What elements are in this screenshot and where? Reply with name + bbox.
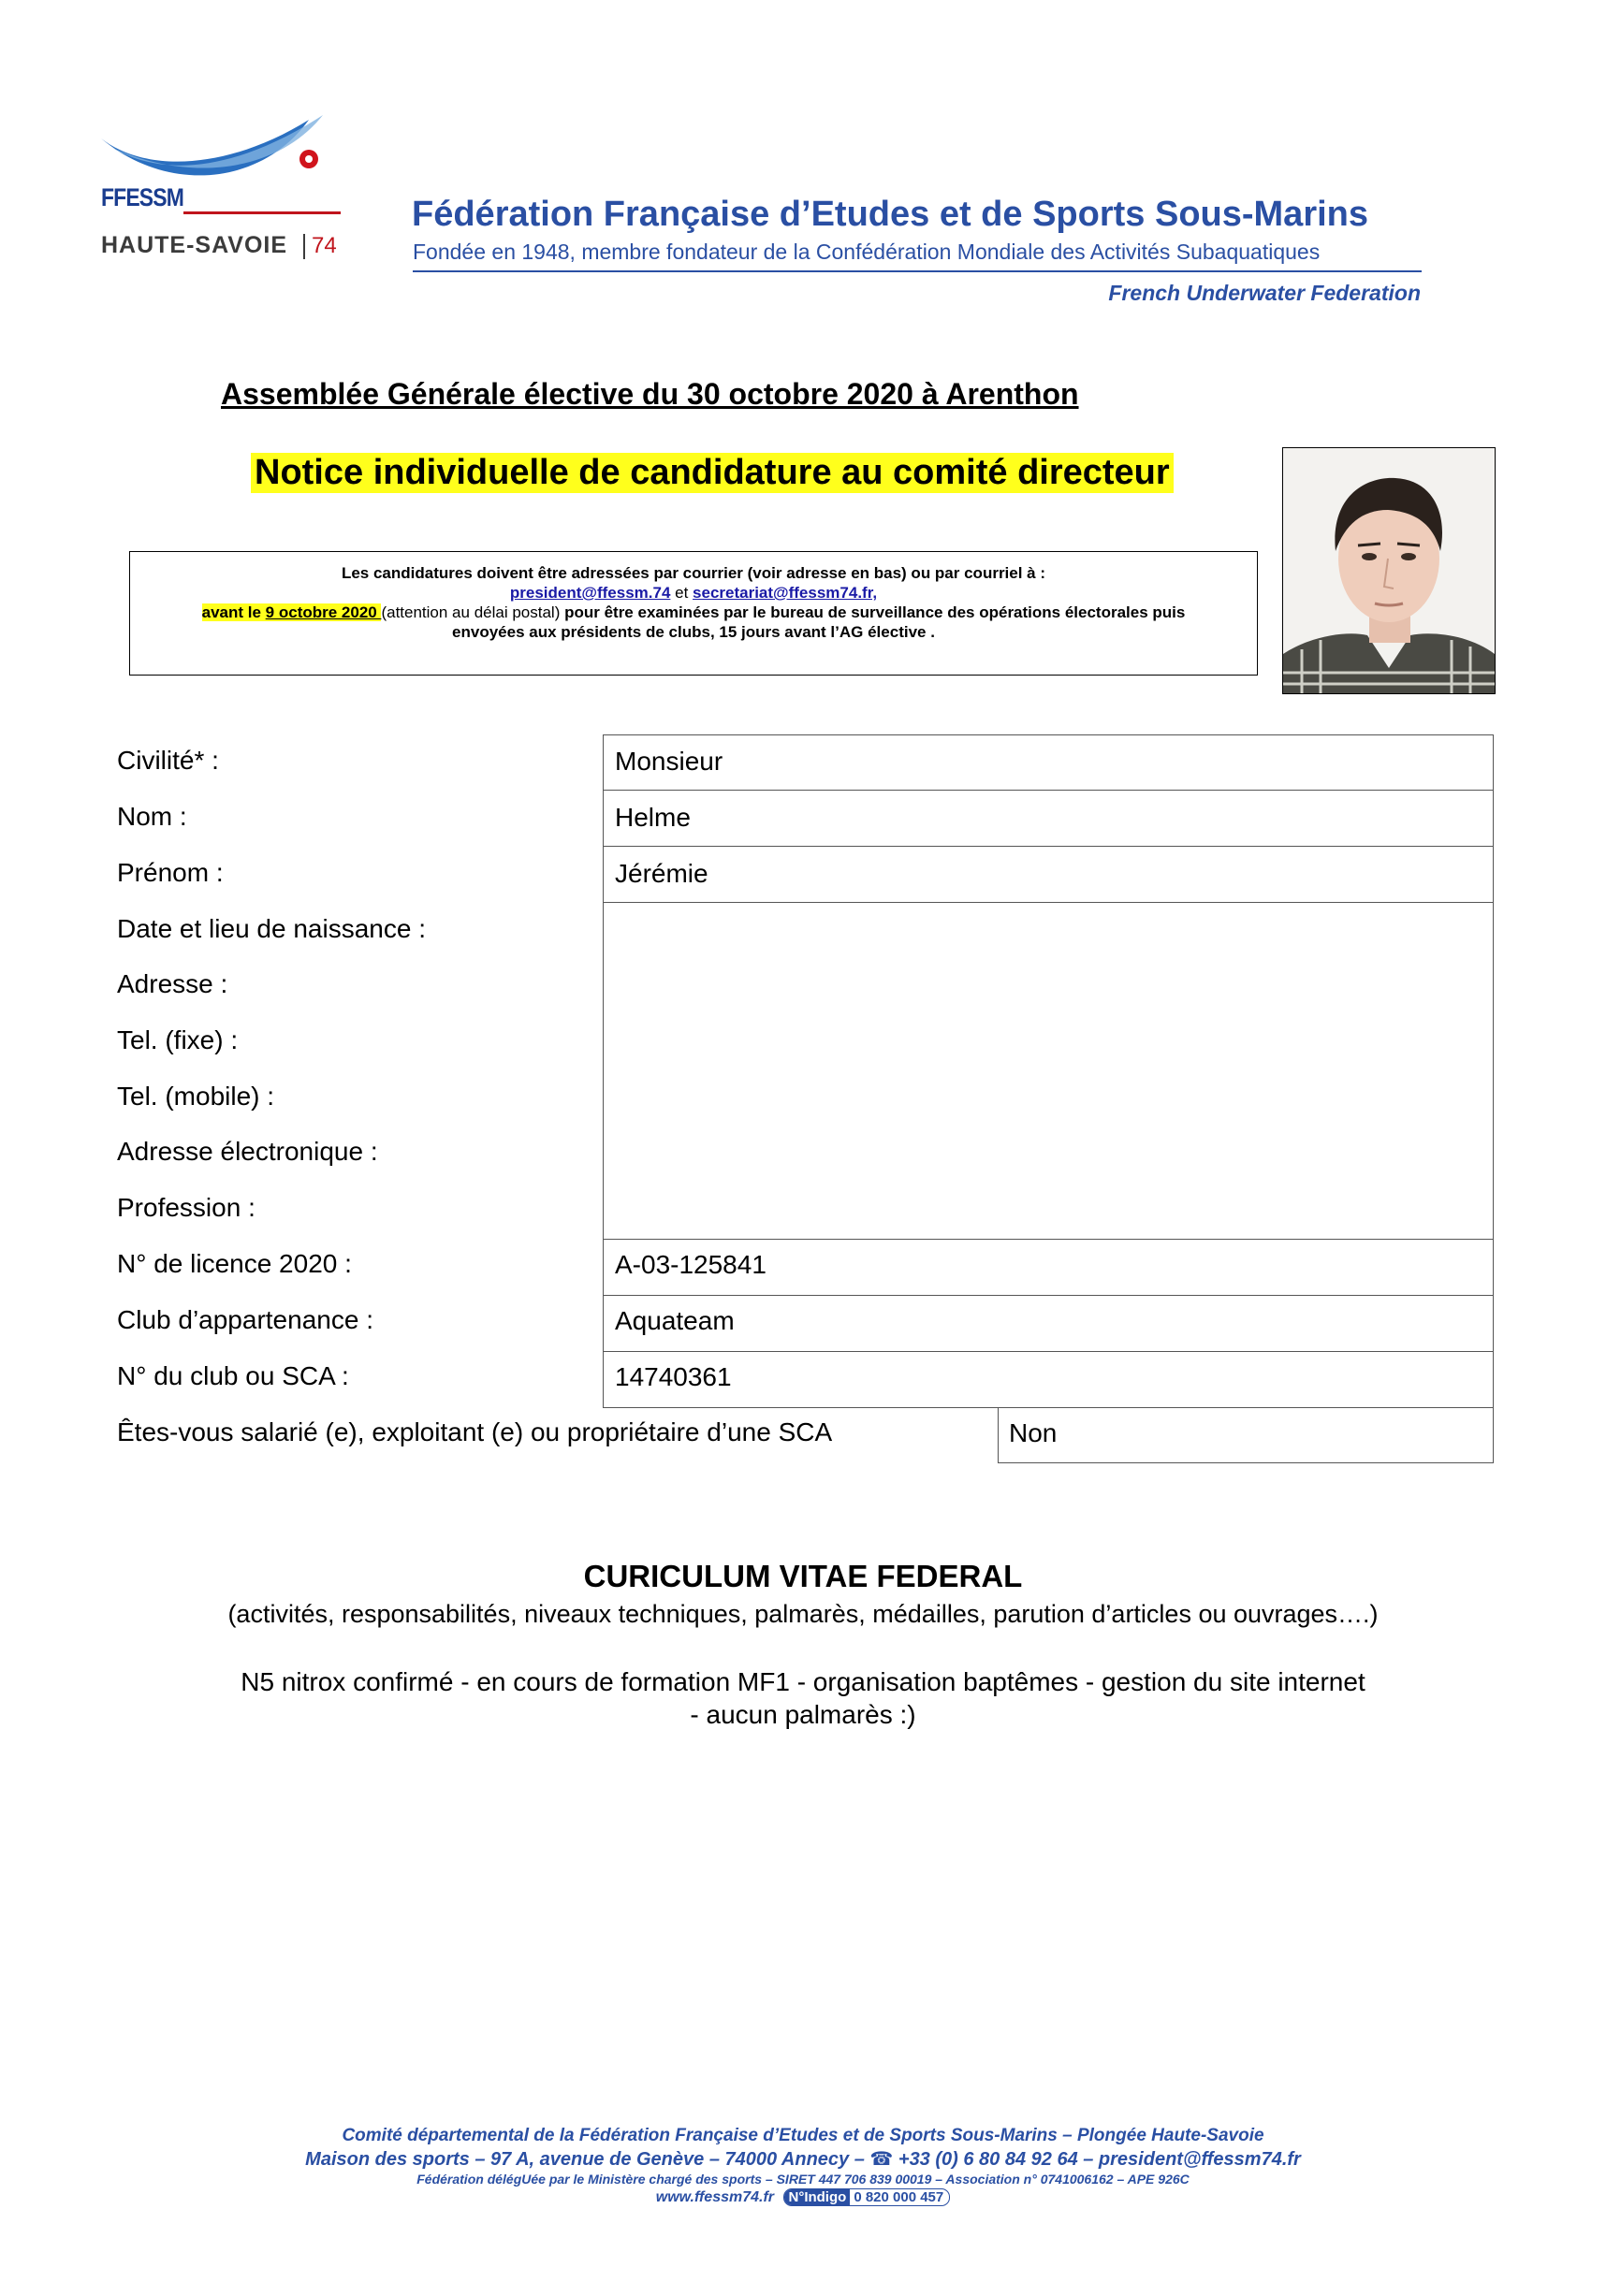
value-nom: Helme: [615, 803, 691, 832]
field-box-nom: [603, 790, 1494, 847]
indigo-badge: N°Indigo 0 820 000 457: [783, 2188, 950, 2206]
logo-dept-text: 74: [312, 233, 337, 258]
value-prenom: Jérémie: [615, 859, 708, 888]
value-club: Aquateam: [615, 1306, 735, 1335]
label-nom: Nom :: [117, 802, 187, 831]
federation-english: French Underwater Federation: [1108, 281, 1421, 305]
label-tel-fixe: Tel. (fixe) :: [117, 1025, 239, 1054]
deadline-highlight: avant le 9 octobre 2020: [201, 603, 382, 621]
info-line-4: envoyées aux présidents de clubs, 15 jours avant l’AG élective .: [452, 623, 935, 641]
logo-ffessm-text: FFESSM: [101, 183, 183, 211]
field-box-club: [603, 1295, 1494, 1352]
label-sca: Êtes-vous salarié (e), exploitant (e) ou propriétaire d’une SCA: [117, 1417, 833, 1446]
label-prenom: Prénom :: [117, 858, 224, 887]
logo-red-line: [183, 211, 341, 214]
label-naissance: Date et lieu de naissance :: [117, 914, 426, 943]
cv-subtitle: (activités, responsabilités, niveaux techniques, palmarès, médailles, parution d’articles ou ouvrages….): [227, 1600, 1379, 1628]
cv-content: [187, 1665, 1419, 1731]
info-line-1: Les candidatures doivent être adressées par courrier (voir adresse en bas) ou par courriel à :: [341, 564, 1046, 582]
value-civilite: Monsieur: [615, 747, 723, 776]
label-civilite: Civilité* :: [117, 746, 219, 775]
email-president-link[interactable]: president@ffessm.74: [509, 584, 671, 602]
footer-web: [0, 2188, 1606, 2206]
footer-committee: Comité départemental de la Fédération Française d’Etudes et de Sports Sous-Marins – Plongée Haute-Savoie: [342, 2126, 1264, 2145]
info-line-3: avant le 9 octobre 2020 (attention au délai postal) pour être examinées par le bureau de surveillance des opérations électorales puis: [201, 603, 1186, 621]
website-link[interactable]: www.ffessm74.fr: [655, 2189, 775, 2205]
info-line-2: president@ffessm.74 et secretariat@ffessm74.fr,: [509, 584, 878, 602]
logo-separator: [303, 234, 305, 259]
label-club-num: N° du club ou SCA :: [117, 1361, 349, 1390]
label-club: Club d’appartenance :: [117, 1305, 373, 1334]
logo-region-text: HAUTE-SAVOIE: [101, 232, 288, 258]
federation-subtitle: Fondée en 1948, membre fondateur de la Confédération Mondiale des Activités Subaquatiques: [413, 240, 1321, 264]
cv-line-1: N5 nitrox confirmé - en cours de formation MF1 - organisation baptêmes - gestion du site internet: [241, 1667, 1365, 1696]
field-box-sca: [998, 1407, 1494, 1463]
email-secretariat-link[interactable]: secretariat@ffessm74.fr,: [693, 584, 878, 602]
value-club-num: 14740361: [615, 1362, 732, 1391]
field-box-civilite: [603, 734, 1494, 791]
footer-address: Maison des sports – 97 A, avenue de Genève – 74000 Annecy – ☎ +33 (0) 6 80 84 92 64 – president@ffessm74.fr: [305, 2149, 1301, 2170]
label-profession: Profession :: [117, 1193, 256, 1222]
field-box-personal-block: [603, 902, 1494, 1240]
federation-title: Fédération Française d’Etudes et de Sports Sous-Marins: [412, 195, 1369, 234]
value-licence: A-03-125841: [615, 1250, 766, 1279]
footer-legal: Fédération délégUée par le Ministère chargé des sports – SIRET 447 706 839 00019 – Association n° 0741006162 – APE 926C: [416, 2172, 1190, 2187]
field-box-club-num: [603, 1351, 1494, 1408]
label-adresse: Adresse :: [117, 969, 228, 998]
label-licence: N° de licence 2020 :: [117, 1249, 352, 1278]
submission-info-box: [129, 551, 1258, 676]
label-tel-mobile: Tel. (mobile) :: [117, 1082, 275, 1111]
header-rule: [413, 270, 1422, 272]
label-email: Adresse électronique :: [117, 1137, 378, 1166]
assembly-title: Assemblée Générale élective du 30 octobre 2020 à Arenthon: [221, 377, 1079, 411]
notice-title: Notice individuelle de candidature au comité directeur: [251, 453, 1174, 493]
value-sca: Non: [1009, 1418, 1058, 1447]
cv-line-2: - aucun palmarès :): [690, 1700, 916, 1729]
field-box-prenom: [603, 846, 1494, 903]
cv-title: CURICULUM VITAE FEDERAL: [583, 1559, 1023, 1593]
candidate-photo: [1282, 447, 1496, 694]
